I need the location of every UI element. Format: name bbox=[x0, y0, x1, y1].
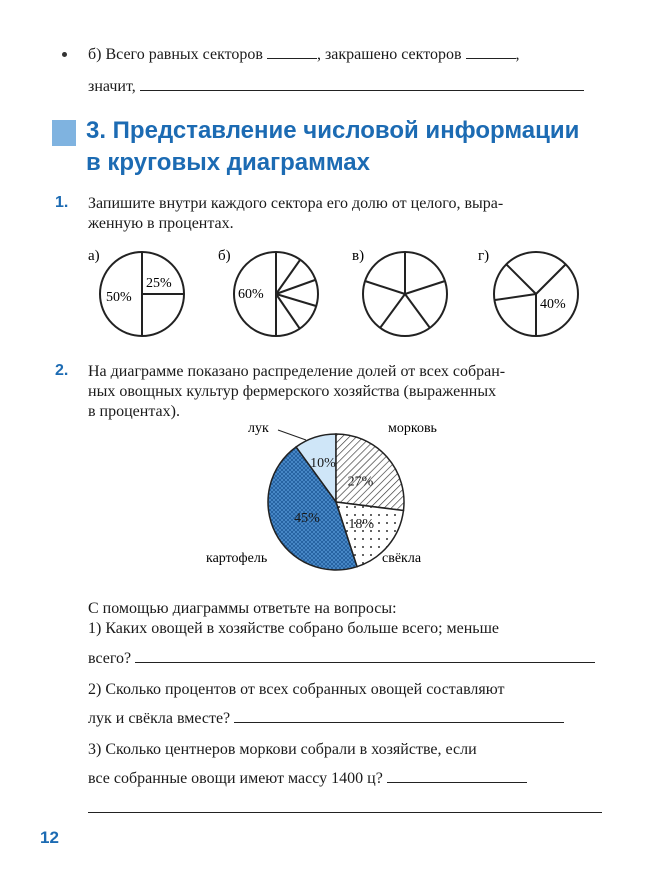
pie-b-label-60: 60% bbox=[238, 287, 264, 302]
pie-b bbox=[234, 252, 318, 336]
answer-blank[interactable] bbox=[267, 44, 317, 59]
legend-label-carrot: морковь bbox=[388, 421, 437, 436]
so-label: значит, bbox=[88, 78, 136, 95]
question-2-tail: лук и свёкла вместе? bbox=[88, 710, 231, 727]
legend-label-potato: картофель bbox=[206, 551, 268, 566]
question-2-line1: 2) Сколько процентов от всех собранных овощей составляют bbox=[88, 681, 505, 698]
questions-intro: С помощью диаграммы ответьте на вопросы: bbox=[88, 600, 397, 617]
pie-label-carrot: 27% bbox=[347, 474, 374, 490]
question-3-line2 bbox=[88, 768, 608, 789]
pie-a-letter: а) bbox=[88, 248, 100, 264]
pie-a-label-50: 50% bbox=[106, 290, 132, 305]
vegetable-pie-chart bbox=[200, 416, 460, 576]
task1-text-line1: Запишите внутри каждого сектора его долю от целого, выра- bbox=[88, 195, 504, 212]
section-marker bbox=[52, 120, 76, 146]
task2-text-line1: На диаграмме показано распределение долей от всех собран- bbox=[88, 363, 506, 380]
section-title-line1: 3. Представление числовой информации bbox=[86, 117, 580, 144]
task2-number: 2. bbox=[55, 362, 69, 379]
answer-blank[interactable] bbox=[466, 44, 516, 59]
pie-label-potato: 45% bbox=[294, 510, 320, 526]
pie-d bbox=[494, 252, 578, 336]
task2-text-line2: ных овощных культур фермерского хозяйства (выраженных bbox=[88, 383, 497, 400]
so-line bbox=[88, 76, 608, 97]
answer-blank[interactable] bbox=[140, 76, 584, 91]
answer-blank[interactable] bbox=[135, 648, 595, 663]
bullet-dot bbox=[62, 52, 67, 57]
part-b-prefix: б) Всего равных секторов bbox=[88, 46, 263, 63]
task2-text-line3: в процентах). bbox=[88, 403, 180, 420]
question-1-line1: 1) Каких овощей в хозяйстве собрано больше всего; меньше bbox=[88, 620, 500, 637]
part-b-end: , bbox=[515, 46, 520, 63]
task1-number: 1. bbox=[55, 194, 69, 211]
answer-blank[interactable] bbox=[387, 768, 527, 783]
pie-d-label-40: 40% bbox=[540, 297, 566, 312]
pie-c-letter: в) bbox=[352, 248, 365, 264]
answer-blank[interactable] bbox=[234, 708, 564, 723]
pie-b-letter: б) bbox=[218, 248, 231, 264]
task1-pies bbox=[0, 240, 653, 350]
pie-label-onion: 10% bbox=[310, 455, 336, 471]
legend-label-onion: лук bbox=[248, 421, 269, 436]
page-number: 12 bbox=[40, 828, 59, 847]
pie-slice-carrot bbox=[336, 434, 404, 511]
pie-a-label-25: 25% bbox=[146, 276, 172, 291]
question-3-tail: все собранные овощи имеют массу 1400 ц? bbox=[88, 770, 383, 787]
answer-line[interactable] bbox=[88, 812, 602, 813]
question-1-line2 bbox=[88, 648, 608, 669]
leader-line-onion bbox=[278, 430, 306, 440]
legend-label-beet: свёкла bbox=[382, 551, 422, 566]
section-title-line2: в круговых диаграммах bbox=[86, 149, 370, 176]
question-2-line2 bbox=[88, 708, 608, 729]
pie-c bbox=[363, 252, 447, 336]
pie-label-beet: 18% bbox=[348, 516, 374, 532]
pie-a bbox=[100, 252, 184, 336]
task-part-b bbox=[88, 44, 618, 65]
question-1-tail: всего? bbox=[88, 650, 132, 667]
task1-text-line2: женную в процентах. bbox=[88, 215, 234, 232]
question-3-line1: 3) Сколько центнеров моркови собрали в хозяйстве, если bbox=[88, 741, 477, 758]
part-b-mid: , закрашено секторов bbox=[316, 46, 462, 63]
pie-d-letter: г) bbox=[478, 248, 490, 264]
